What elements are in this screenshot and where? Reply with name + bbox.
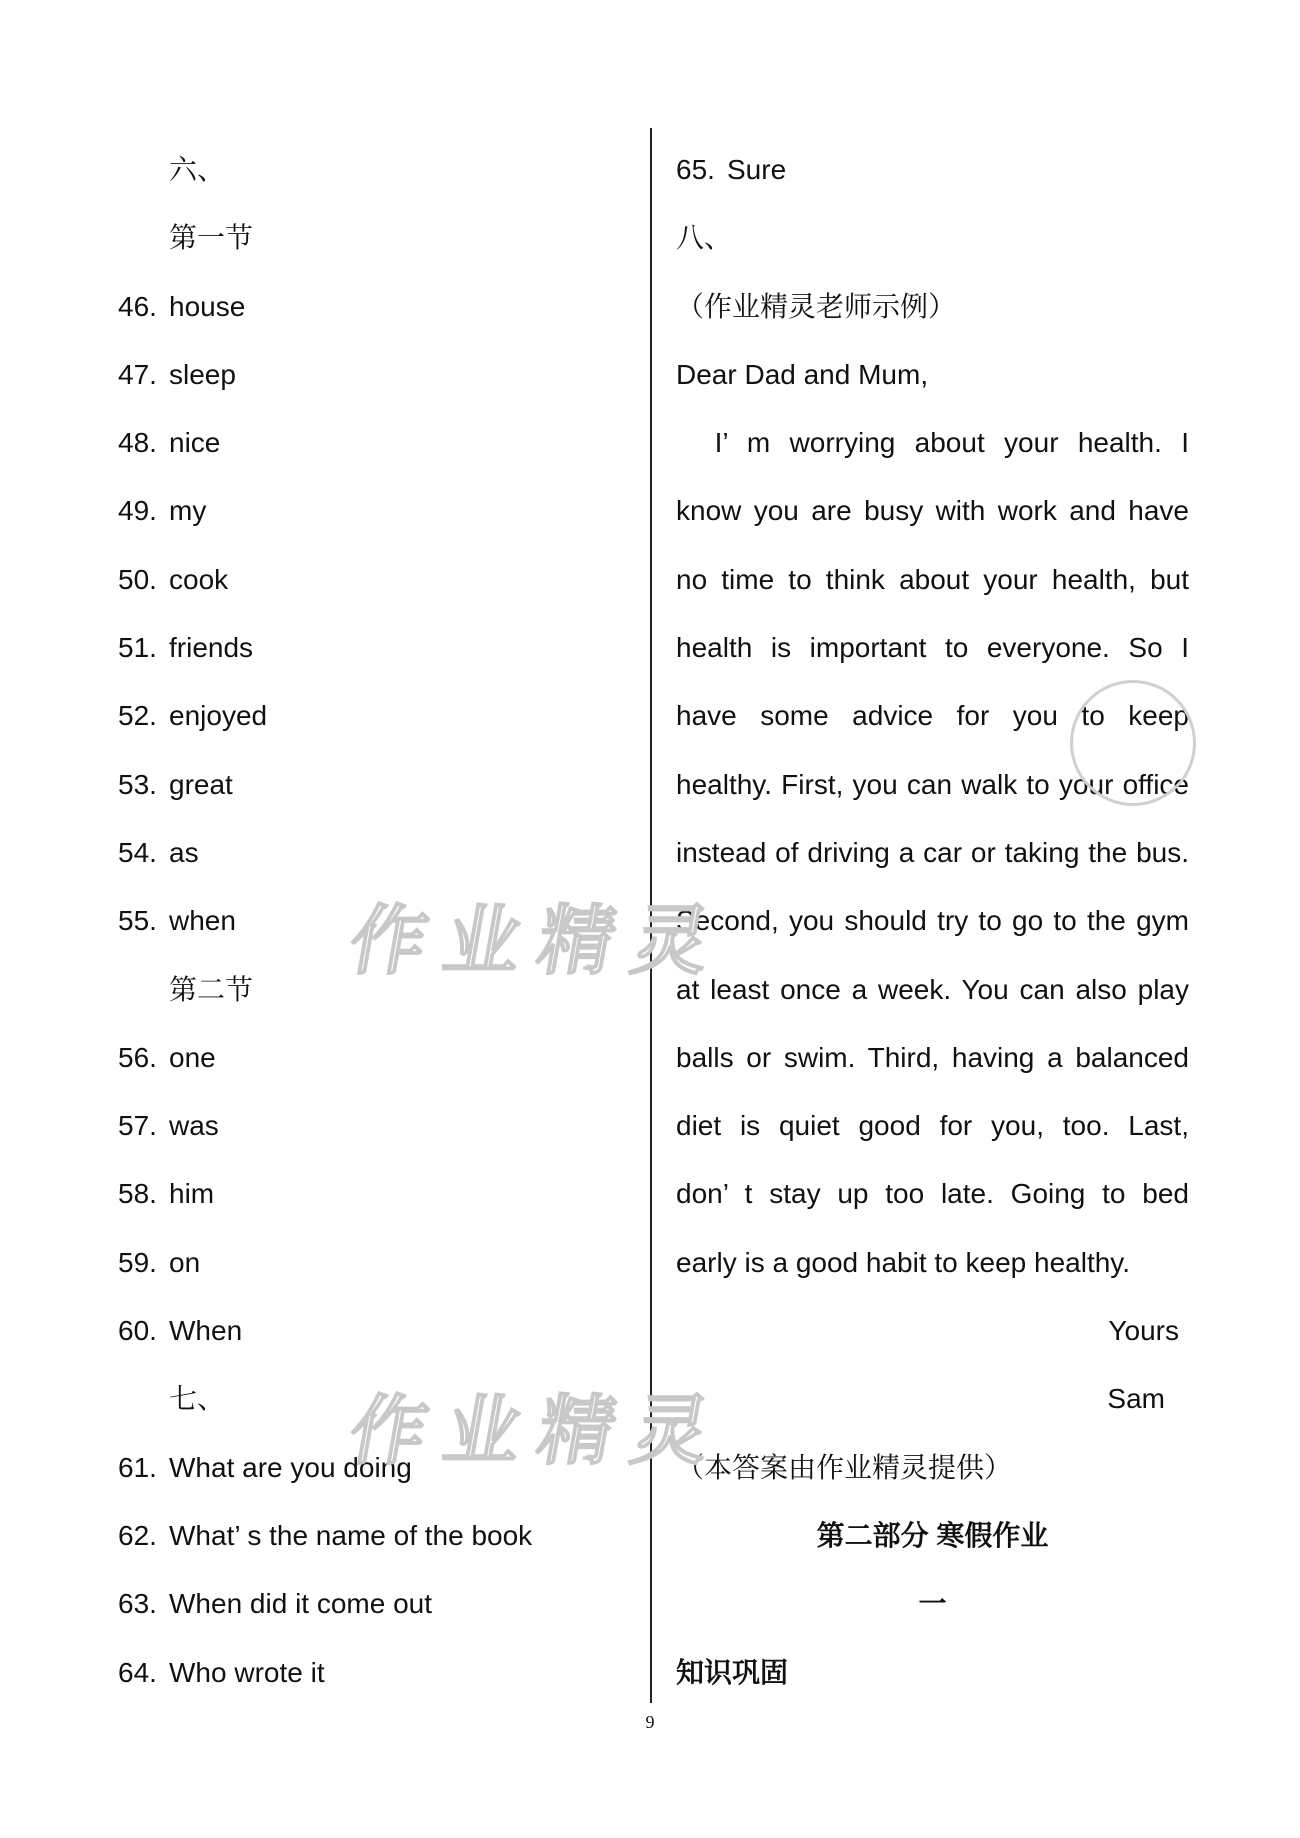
answer-line: 第一节: [169, 222, 254, 254]
answer-line: 48. nice: [118, 427, 221, 459]
answer-line: 59. on: [118, 1246, 201, 1278]
watermark: 作业精灵: [343, 1386, 735, 1475]
letter-line: no time to think about your health, but: [676, 563, 1189, 595]
answer-line: 55. when: [118, 905, 236, 937]
answer-line: 65. Sure: [676, 154, 787, 185]
letter-closing: Yours: [1108, 1315, 1179, 1347]
answer-line: 57. was: [118, 1110, 219, 1142]
answer-line: 51. friends: [118, 632, 254, 664]
part-number: 一: [918, 1588, 947, 1620]
example-note: （作业精灵老师示例）: [676, 290, 957, 322]
answer-line: 64. Who wrote it: [118, 1656, 325, 1688]
watermark-seal-icon: [1070, 680, 1196, 806]
answer-line: 56. one: [118, 1041, 216, 1073]
answer-line: 53. great: [118, 768, 233, 800]
answer-line: 六、: [169, 154, 226, 185]
answer-line: 47. sleep: [118, 358, 236, 390]
right-column: [676, 140, 1189, 1711]
letter-line: balls or swim. Third, having a balanced: [676, 1041, 1189, 1073]
credit-note: （本答案由作业精灵提供）: [676, 1451, 1013, 1483]
answer-line: 61. What are you doing: [118, 1451, 412, 1483]
answer-line: 49. my: [118, 495, 207, 527]
letter-line: Second, you should try to go to the gym: [676, 905, 1189, 937]
letter-line: have some advice for you to keep: [676, 700, 1189, 732]
letter-line: don’ t stay up too late. Going to bed: [676, 1178, 1189, 1210]
answer-line: 63. When did it come out: [118, 1588, 433, 1620]
letter-line: know you are busy with work and have: [676, 495, 1189, 527]
letter-greeting: Dear Dad and Mum,: [676, 358, 929, 390]
part-title: 第二部分 寒假作业: [816, 1519, 1049, 1551]
letter-line: I’ m worrying about your health. I: [676, 427, 1189, 459]
answer-line: 第二节: [169, 973, 254, 1005]
answer-line: 七、: [169, 1383, 226, 1415]
letter-line: instead of driving a car or taking the bus.: [676, 836, 1189, 868]
section-heading: 八、: [676, 222, 733, 254]
answer-line: 50. cook: [118, 563, 229, 595]
letter-line: at least once a week. You can also play: [676, 973, 1189, 1005]
subsection-heading: 知识巩固: [676, 1656, 789, 1688]
answer-line: 62. What’ s the name of the book: [118, 1519, 533, 1551]
answer-line: 54. as: [118, 836, 199, 868]
letter-line: early is a good habit to keep healthy.: [676, 1246, 1131, 1278]
letter-line: healthy. First, you can walk to your office: [676, 768, 1189, 800]
answer-line: 52. enjoyed: [118, 700, 268, 732]
letter-line: health is important to everyone. So I: [676, 632, 1189, 664]
answer-line: 46. house: [118, 290, 246, 322]
answer-line: 60. When: [118, 1315, 243, 1347]
watermark: 作业精灵: [343, 896, 735, 985]
letter-signature: Sam: [1107, 1383, 1165, 1415]
letter-line: diet is quiet good for you, too. Last,: [676, 1110, 1189, 1142]
answer-line: 58. him: [118, 1178, 215, 1210]
page-number: 9: [645, 1712, 655, 1732]
